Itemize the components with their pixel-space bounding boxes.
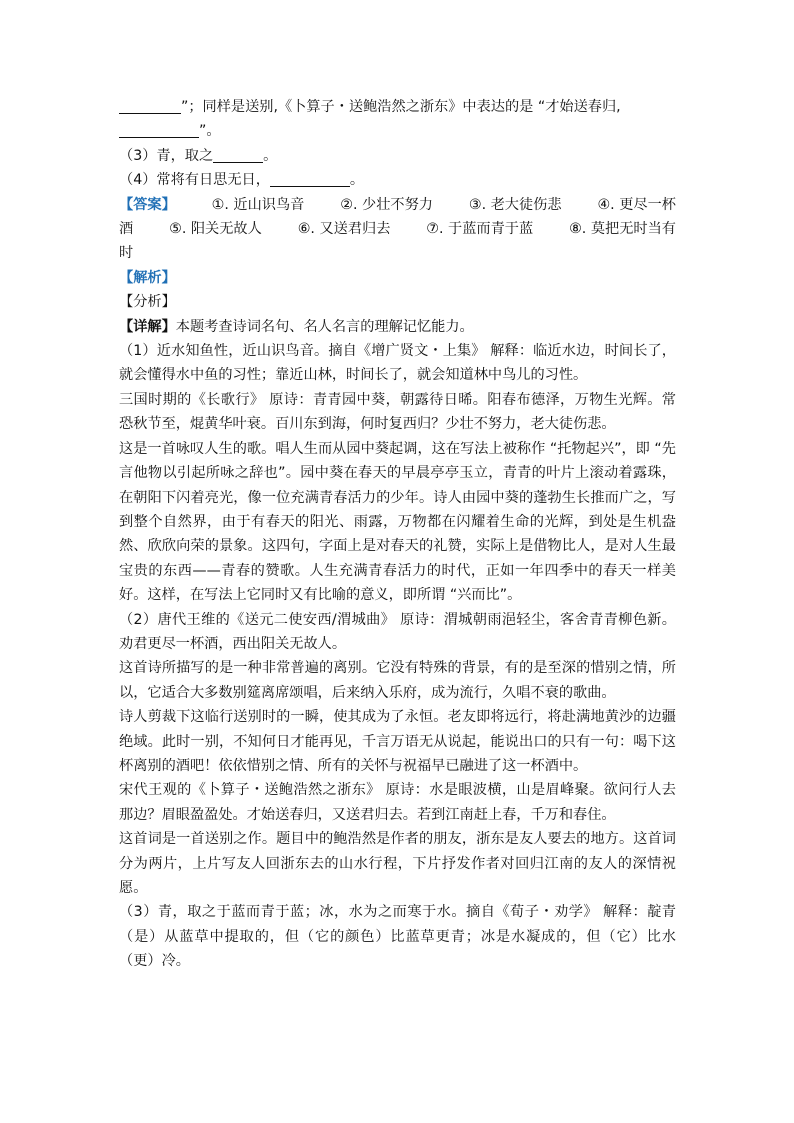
question-text: （3）青，取之 <box>119 147 214 164</box>
question-line-1 <box>119 95 676 119</box>
explanation-paragraph: 这首词是一首送别之作。题目中的鲍浩然是作者的朋友，浙东是友人要去的地方。这首词分为两片，上片写友人回浙东去的山水行程，下片抒发作者对回归江南的友人的深情祝愿。 <box>119 831 676 896</box>
answer-row-2 <box>119 217 676 241</box>
answer-item: ③. 老大徒伤悲 <box>468 196 562 213</box>
answer-item: ④. 更尽一杯 <box>597 196 676 213</box>
question-text: （4）常将有日思无日， <box>119 172 270 189</box>
answer-item: ⑤. 阳关无故人 <box>169 221 262 238</box>
answer-item: 酒 <box>119 221 134 238</box>
answer-row-3: 时 <box>119 245 134 262</box>
analysis-tag: 【解析】 <box>119 269 176 286</box>
answer-tag: 【答案】 <box>119 196 176 213</box>
question-3 <box>119 144 676 168</box>
explanation-paragraph: 这是一首咏叹人生的歌。唱人生而从园中葵起调，这在写法上被称作 “托物起兴”，即 “先言他物以引起所咏之辞也”。园中葵在春天的早晨亭亭玉立，青青的叶片上滚动着露珠，在朝阳下闪着亮光，像一位充满青春活力的少年。诗人由园中葵的蓬勃生长推而广之，写到整个自然界，由于有春天的阳光、雨露，万物都在闪耀着生命的光辉，到处是生机盎然、欣欣向荣的景象。这四句，字面上是对春天的礼赞，实际上是借物比人，是对人生最宝贵的东西——青春的赞歌。人生充满青春活力的时代，正如一年四季中的春天一样美好。这样，在写法上它同时又有比喻的意义，即所谓 “兴而比”。 <box>119 440 676 604</box>
explanation-paragraph: 宋代王观的《卜算子・送鲍浩然之浙东》 原诗：水是眼波横，山是眉峰聚。欲问行人去那边？眉眼盈盈处。才始送春归，又送君归去。若到江南赶上春，千万和春住。 <box>119 782 676 823</box>
answer-blank[interactable] <box>213 146 263 163</box>
question-4 <box>119 168 676 192</box>
explanation-paragraph: （1）近水知鱼性，近山识鸟音。摘自《增广贤文・上集》 解释：临近水边，时间长了，就会懂得水中鱼的习性；靠近山林，时间长了，就会知道林中鸟儿的习性。 <box>119 343 676 384</box>
explanation-paragraph: （2）唐代王维的《送元二使安西/渭城曲》 原诗：渭城朝雨浥轻尘，客舍青青柳色新。劝君更尽一杯酒，西出阳关无故人。 <box>119 611 676 652</box>
answer-item: ①. 近山识鸟音 <box>211 196 305 213</box>
question-text: ”。 <box>199 123 221 140</box>
answer-row-1 <box>119 193 676 217</box>
answer-blank[interactable] <box>119 97 181 114</box>
answer-blank[interactable] <box>119 121 199 138</box>
explanation-paragraph: 三国时期的《长歌行》 原诗：青青园中葵，朝露待日晞。阳春布德泽，万物生光辉。常恐秋节至，焜黄华叶衰。百川东到海，何时复西归？少壮不努力，老大徒伤悲。 <box>119 391 676 433</box>
detail-line <box>119 315 676 339</box>
answer-item: ⑦. 于蓝而青于蓝 <box>426 221 534 238</box>
question-text: ”；同样是送别,《卜算子・送鲍浩然之浙东》中表达的是 “才始送春归, <box>181 99 621 115</box>
question-line-2 <box>119 119 676 143</box>
explanation-paragraph: 诗人剪裁下这临行送别时的一瞬，使其成为了永恒。老友即将远行，将赴满地黄沙的边疆绝域。此时一别，不知何日才能再见，千言万语无从说起，能说出口的只有一句：喝下这杯离别的酒吧！依依惜别之情、所有的关怀与祝福早已融进了这一杯酒中。 <box>119 709 676 774</box>
detail-tag: 【详解】 <box>119 318 176 335</box>
answer-blank[interactable] <box>270 170 350 187</box>
detail-intro: 本题考查诗词名句、名人名言的理解记忆能力。 <box>175 318 474 335</box>
explanation-paragraph: （3）青，取之于蓝而青于蓝；冰，水为之而寒于水。摘自《荀子・劝学》 解释：靛青（是）从蓝草中提取的，但（它的颜色）比蓝草更青；冰是水凝成的，但（它）比水（更）冷。 <box>119 904 676 970</box>
answer-item: ②. 少壮不努力 <box>340 196 433 213</box>
question-text: 。 <box>349 172 365 189</box>
answer-item: ⑥. 又送君归去 <box>297 221 391 238</box>
question-text: 。 <box>263 147 278 164</box>
fenxi-tag: 【分析】 <box>119 294 176 311</box>
answer-item: ⑧. 莫把无时当有 <box>569 221 676 238</box>
explanation-paragraph: 这首诗所描写的是一种非常普遍的离别。它没有特殊的背景，有的是至深的惜别之情，所以，它适合大多数别筵离席颂唱，后来纳入乐府，成为流行，久唱不衰的歌曲。 <box>119 660 676 701</box>
